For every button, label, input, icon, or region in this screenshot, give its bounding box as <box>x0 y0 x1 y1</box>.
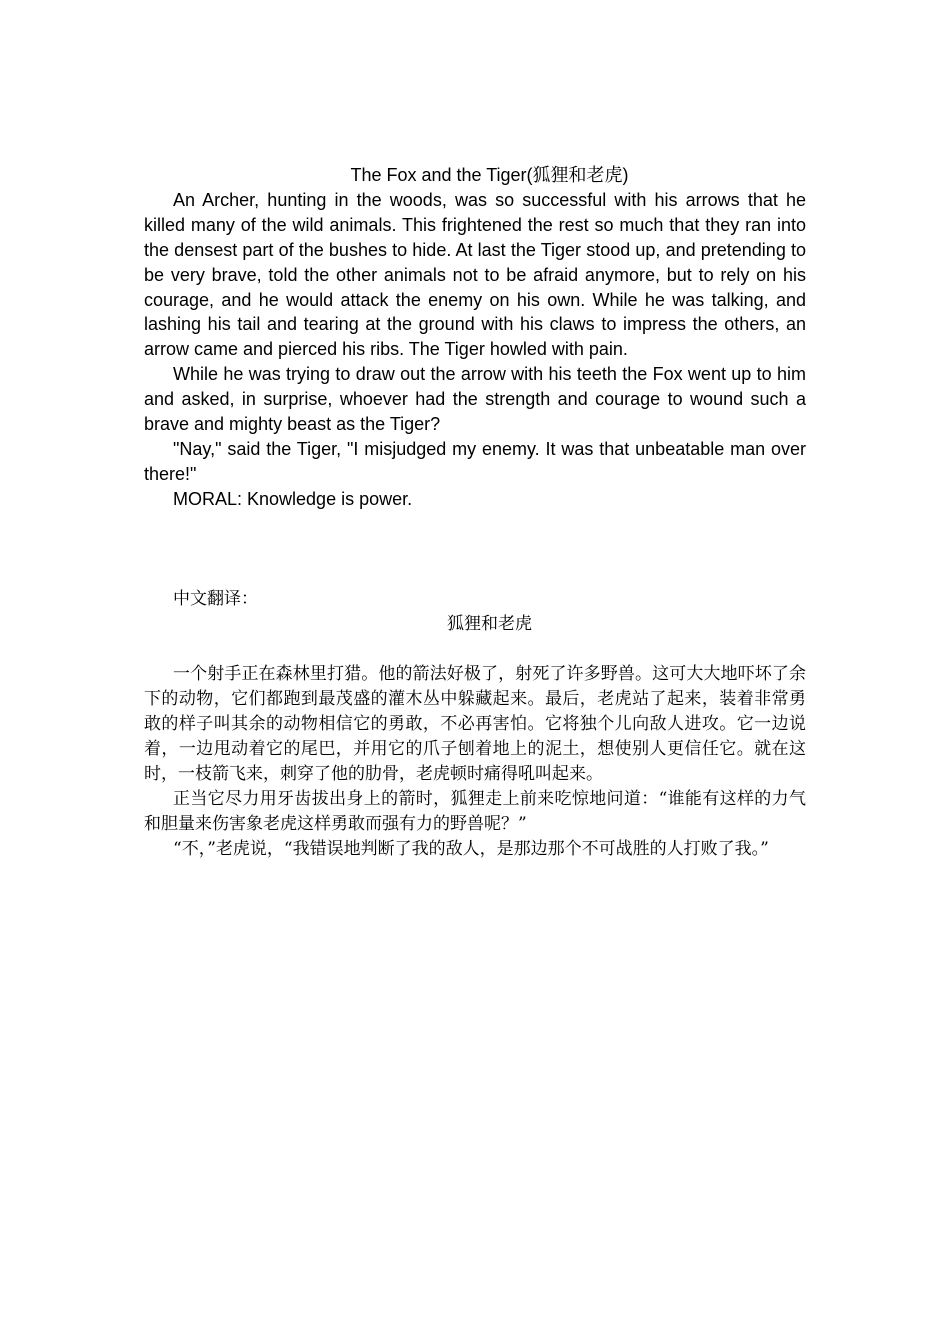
english-paragraph: An Archer, hunting in the woods, was so successful with his arrows that he killed many of the wild animals. This frightened the rest so much that they ran into the densest part of the bushes to hide. At last the Tiger stood up, and pretending to be very brave, told the other animals not to be afraid anymore, but to rely on his courage, and he would attack the enemy on his own. While he was talking, and lashing his tail and tearing at the ground with his claws to impress the others, an arrow came and pierced his ribs. The Tiger howled with pain. <box>144 189 806 360</box>
english-story <box>144 163 806 512</box>
chinese-paragraph: “不，”老虎说，“我错误地判断了我的敌人，是那边那个不可战胜的人打败了我。” <box>173 839 769 859</box>
chinese-paragraph: 正当它尽力用牙齿拔出身上的箭时，狐狸走上前来吃惊地问道：“谁能有这样的力气和胆量来伤害象老虎这样勇敢而强有力的野兽呢？” <box>144 789 806 834</box>
english-paragraph: "Nay," said the Tiger, "I misjudged my enemy. It was that unbeatable man over there!" <box>144 438 806 484</box>
english-moral: MORAL: Knowledge is power. <box>173 488 413 509</box>
chinese-paragraph: 一个射手正在森林里打猎。他的箭法好极了，射死了许多野兽。这可大大地吓坏了余下的动物，它们都跑到最茂盛的灌木丛中躲藏起来。最后，老虎站了起来，装着非常勇敢的样子叫其余的动物相信它的勇敢，不必再害怕。它将独个儿向敌人进攻。它一边说着，一边甩动着它的尾巴，并用它的爪子刨着地上的泥土，想使别人更信任它。就在这时，一枝箭飞来，刺穿了他的肋骨，老虎顿时痛得吼叫起来。 <box>144 664 806 784</box>
chinese-translation <box>144 587 806 862</box>
english-paragraph: While he was trying to draw out the arrow with his teeth the Fox went up to him and asked, in surprise, whoever had the strength and courage to wound such a brave and mighty beast as the Tiger? <box>144 364 806 435</box>
chinese-translation-label: 中文翻译： <box>173 589 258 609</box>
chinese-title: 狐狸和老虎 <box>447 614 532 634</box>
english-title: The Fox and the Tiger(狐狸和老虎) <box>350 165 629 185</box>
